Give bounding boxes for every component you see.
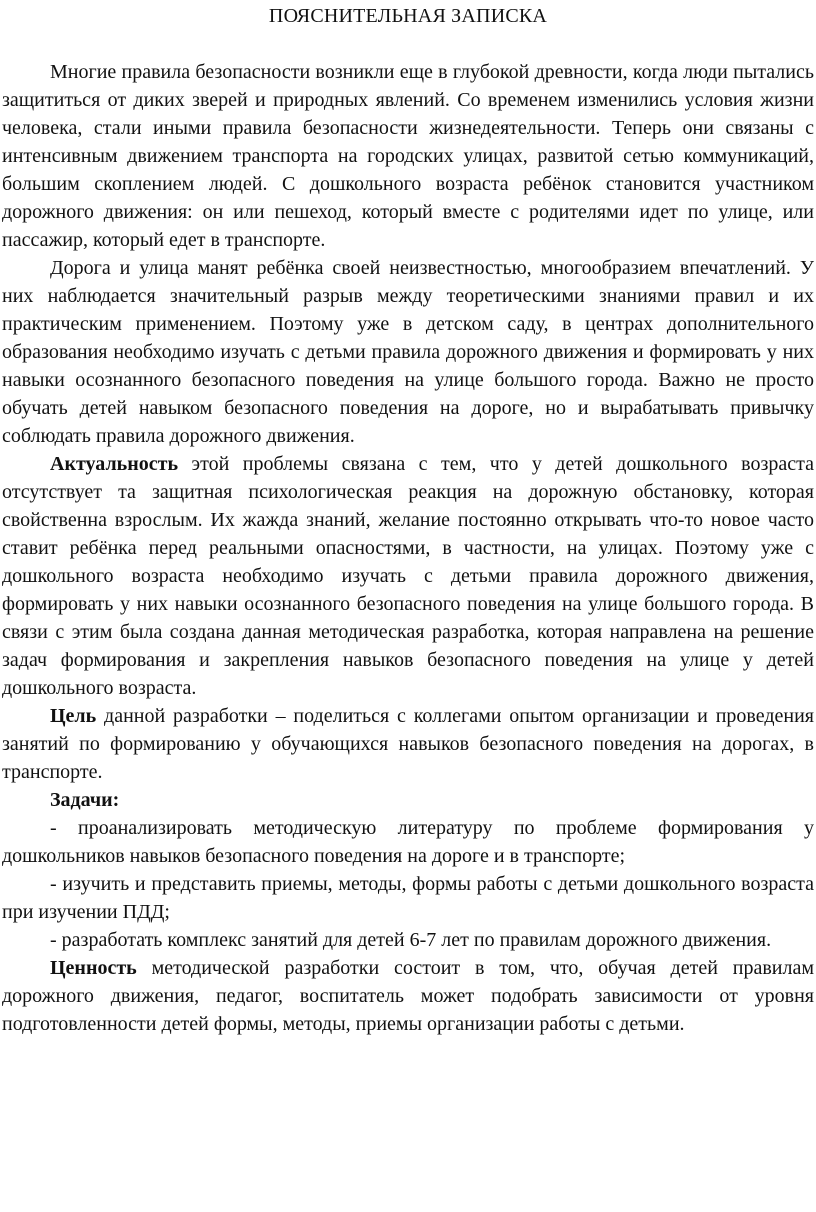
document-page: [0, 2, 816, 1212]
paragraph-goal: [2, 702, 814, 786]
value-text: методической разработки состоит в том, что, обучая детей правилам дорожного движения, педагог, воспитатель может подобрать зависимости от уровня подготовленности детей формы, методы, приемы организации работы с детьми.: [2, 957, 814, 1035]
paragraph-relevance: [2, 450, 814, 702]
goal-text: данной разработки – поделиться с коллегами опытом организации и проведения занятий по формированию у обучающихся навыков безопасного поведения на дорогах, в транспорте.: [2, 705, 814, 783]
paragraph-value: [2, 954, 814, 1038]
title-spacer: [2, 30, 814, 58]
paragraph-intro: [2, 58, 814, 254]
task-item: - изучить и представить приемы, методы, формы работы с детьми дошкольного возраста при изучении ПДД;: [2, 873, 814, 923]
task-item: - разработать комплекс занятий для детей 6-7 лет по правилам дорожного движения.: [50, 929, 772, 951]
relevance-heading: Актуальность: [50, 453, 179, 475]
task-item: - проанализировать методическую литературу по проблеме формирования у дошкольников навыков безопасного поведения на дороге и в транспорте;: [2, 817, 814, 867]
paragraph-road-text: Дорога и улица манят ребёнка своей неизвестностью, многообразием впечатлений. У них наблюдается значительный разрыв между теоретическими знаниями правил и их практическим применением. Поэтому уже в детском саду, в центрах дополнительного образования необходимо изучать с детьми правила дорожного движения и формировать у них навыки осознанного безопасного поведения на улице большого города. Важно не просто обучать детей навыком безопасного поведения на дороге, но и вырабатывать привычку соблюдать правила дорожного движения.: [2, 257, 814, 447]
paragraph-intro-text: Многие правила безопасности возникли еще в глубокой древности, когда люди пытались защититься от диких зверей и природных явлений. Со временем изменились условия жизни человека, стали иными правила безопасности жизнедеятельности. Теперь они связаны с интенсивным движением транспорта на городских улицах, развитой сетью коммуникаций, большим скоплением людей. С дошкольного возраста ребёнок становится участником дорожного движения: он или пешеход, который вместе с родителями идет по улице, или пассажир, который едет в транспорте.: [2, 61, 814, 251]
paragraph-road: [2, 254, 814, 450]
tasks-heading-line: [2, 786, 814, 814]
tasks-heading: Задачи:: [50, 789, 120, 811]
goal-heading: Цель: [50, 705, 97, 727]
value-heading: Ценность: [50, 957, 137, 979]
relevance-text: этой проблемы связана с тем, что у детей дошкольного возраста отсутствует та защитная психологическая реакция на дорожную обстановку, которая свойственна взрослым. Их жажда знаний, желание постоянно открывать что-то новое часто ставит ребёнка перед реальными опасностями, в частности, на улицах. Поэтому уже с дошкольного возраста необходимо изучать с детьми правила дорожного движения, формировать у них навыки осознанного безопасного поведения на улице большого города. В связи с этим была создана данная методическая разработка, которая направлена на решение задач формирования и закрепления навыков безопасного поведения на улице у детей дошкольного возраста.: [2, 453, 814, 699]
document-title: ПОЯСНИТЕЛЬНАЯ ЗАПИСКА: [268, 5, 548, 27]
